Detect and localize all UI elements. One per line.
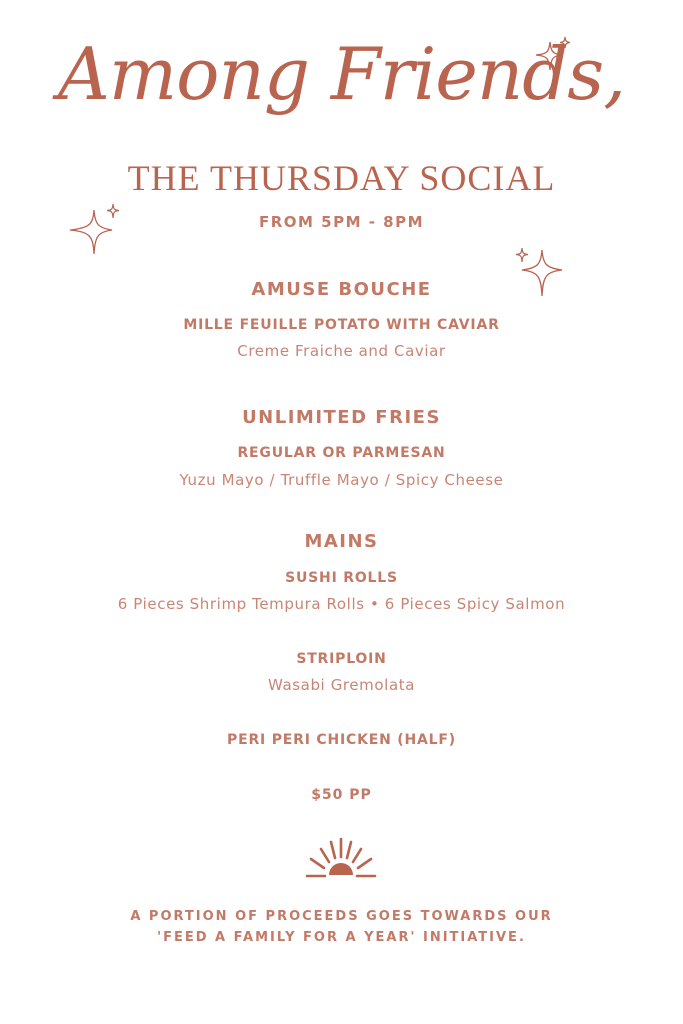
footer-line-1: A PORTION OF PROCEEDS GOES TOWARDS OUR (130, 909, 553, 924)
sunrise-icon (303, 835, 379, 881)
sparkle-icon (532, 36, 578, 76)
section-heading-mains: MAINS (304, 531, 379, 552)
item-description: Wasabi Gremolata (267, 676, 416, 694)
item-description: Yuzu Mayo / Truffle Mayo / Spicy Cheese (179, 471, 504, 489)
price: $50 PP (311, 787, 372, 803)
item-name: STRIPLOIN (296, 651, 387, 667)
footer-line-2: 'FEED A FAMILY FOR A YEAR' INITIATIVE. (157, 930, 526, 945)
item-description: 6 Pieces Shrimp Tempura Rolls • 6 Pieces Spicy Salmon (117, 595, 566, 613)
script-title: Among Friends, (57, 32, 626, 116)
section-heading-amuse-bouche: AMUSE BOUCHE (251, 279, 432, 300)
sparkle-icon (66, 202, 126, 262)
item-description: Creme Fraiche and Caviar (237, 342, 446, 360)
item-name: MILLE FEUILLE POTATO WITH CAVIAR (183, 317, 500, 333)
event-subtitle: THE THURSDAY SOCIAL (127, 158, 556, 198)
footer-note (0, 906, 683, 948)
item-name: REGULAR OR PARMESAN (237, 445, 446, 461)
section-heading-unlimited-fries: UNLIMITED FRIES (242, 407, 441, 428)
event-time: FROM 5PM - 8PM (258, 213, 425, 231)
item-name: SUSHI ROLLS (285, 570, 398, 586)
item-name: PERI PERI CHICKEN (HALF) (227, 732, 456, 748)
